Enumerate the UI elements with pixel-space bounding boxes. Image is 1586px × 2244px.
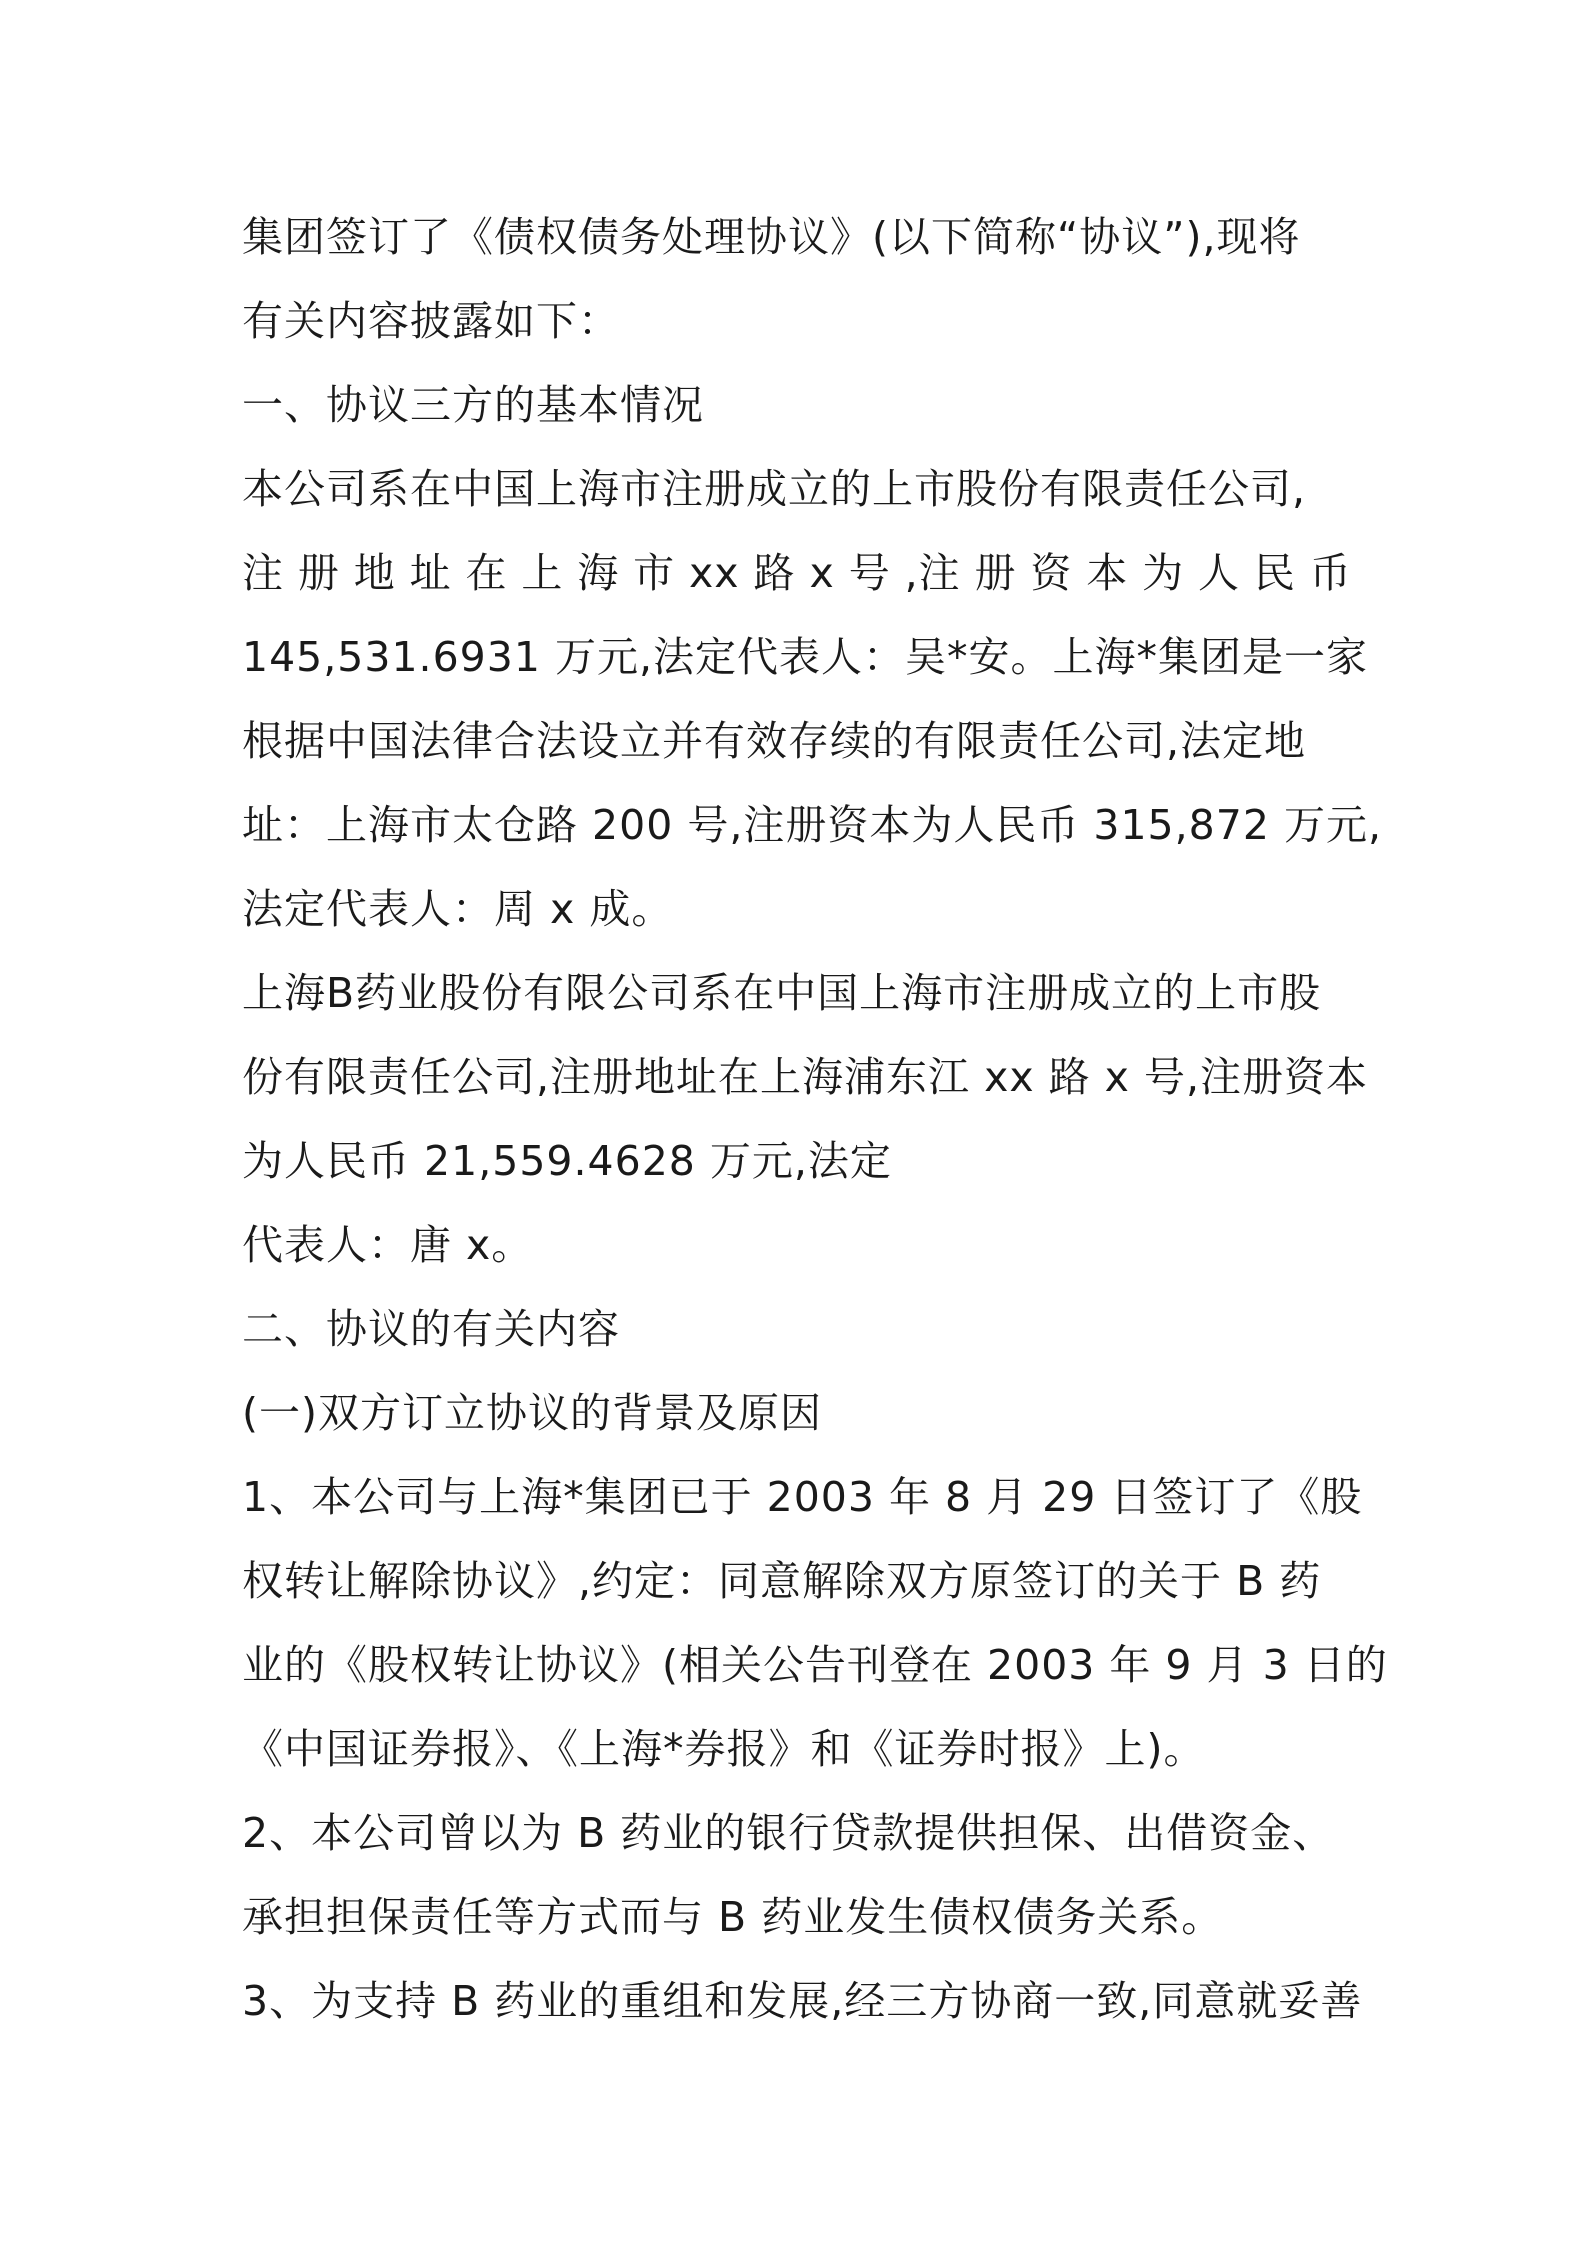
text-line: 145,531.6931 万元,法定代表人：吴*安。上海*集团是一家 xyxy=(242,633,1368,681)
text-line: 1、本公司与上海*集团已于 2003 年 8 月 29 日签订了《股 xyxy=(242,1473,1363,1521)
spaced-char: 注 xyxy=(242,549,284,597)
spaced-char: 为 xyxy=(1142,549,1185,597)
text-line: 承担担保责任等方式而与 B 药业发生债权债务关系。 xyxy=(242,1893,1224,1941)
text-line: 3、为支持 B 药业的重组和发展,经三方协商一致,同意就妥善 xyxy=(242,1977,1363,2025)
text-line: 业的《股权转让协议》(相关公告刊登在 2003 年 9 月 3 日的 xyxy=(242,1641,1388,1689)
spaced-char: 民 xyxy=(1253,549,1296,597)
section-heading: 一、协议三方的基本情况 xyxy=(242,381,704,429)
spaced-char: 本 xyxy=(1086,549,1129,597)
spaced-char: 册 xyxy=(297,549,340,597)
spaced-char: 册 xyxy=(974,549,1017,597)
text-line: 有关内容披露如下： xyxy=(242,297,620,345)
spaced-char: 资 xyxy=(1030,549,1073,597)
text-line: 址：上海市太仓路 200 号,注册资本为人民币 315,872 万元, xyxy=(242,801,1382,849)
text-line: 本公司系在中国上海市注册成立的上市股份有限责任公司, xyxy=(242,465,1307,513)
spaced-char: x 号 xyxy=(809,549,891,597)
text-line: 代表人：唐 x。 xyxy=(242,1221,534,1269)
text-line: 《中国证券报》、《上海*券报》和《证券时报》上)。 xyxy=(242,1725,1206,1773)
text-line: 份有限责任公司,注册地址在上海浦东江 xx 路 x 号,注册资本 xyxy=(242,1053,1368,1101)
spaced-char: 海 xyxy=(577,549,620,597)
document-body xyxy=(242,195,1388,2043)
spaced-char: 人 xyxy=(1198,549,1241,597)
text-line: 上海B药业股份有限公司系在中国上海市注册成立的上市股 xyxy=(242,969,1322,1017)
subsection-heading: (一)双方订立协议的背景及原因 xyxy=(242,1389,822,1437)
spaced-char: 址 xyxy=(409,549,452,597)
text-line: 权转让解除协议》,约定：同意解除双方原签订的关于 B 药 xyxy=(242,1557,1322,1605)
spaced-char: ,注 xyxy=(904,549,961,597)
spaced-char: 市 xyxy=(633,549,676,597)
text-line: 法定代表人：周 x 成。 xyxy=(242,885,674,933)
section-heading: 二、协议的有关内容 xyxy=(242,1305,620,1353)
text-line: 集团签订了《债权债务处理协议》(以下简称“协议”),现将 xyxy=(242,213,1301,261)
text-line: 根据中国法律合法设立并有效存续的有限责任公司,法定地 xyxy=(242,717,1307,765)
text-line: 为人民币 21,559.4628 万元,法定 xyxy=(242,1137,892,1185)
spaced-char: 上 xyxy=(521,549,564,597)
spaced-char: xx 路 xyxy=(689,549,796,597)
text-line-spaced xyxy=(242,531,1352,615)
text-line: 2、本公司曾以为 B 药业的银行贷款提供担保、出借资金、 xyxy=(242,1809,1335,1857)
spaced-char: 地 xyxy=(353,549,396,597)
spaced-char: 在 xyxy=(465,549,508,597)
spaced-char: 币 xyxy=(1309,549,1352,597)
